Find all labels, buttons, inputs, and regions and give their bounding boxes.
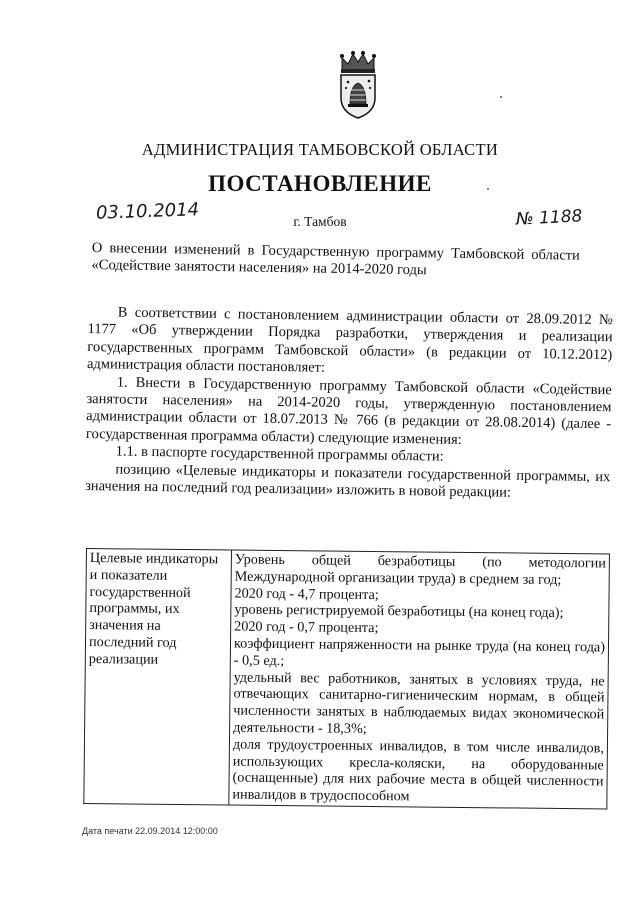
city-label: г. Тамбов	[293, 214, 347, 229]
indicator-line: уровень регистрируемой безработицы (на конец года);	[234, 601, 564, 622]
print-date-footer: Дата печати 22.09.2014 12:00:00	[82, 826, 218, 836]
handwritten-date: 03.10.2014	[95, 199, 200, 224]
item-1-1-paragraph: 1.1. в паспорте государственной программы области:	[115, 443, 444, 465]
document-type-title: ПОСТАНОВЛЕНИЕ	[208, 171, 432, 196]
preamble-paragraph: В соответствии с постановлением администрации области от 28.09.2012 № 1177 «Об утверждении Порядка разработки, утверждения и реализации государственных программ Тамбовской области» (в редакции от 10.12.2012) администрация области постановляет:	[86, 304, 613, 376]
indicators-values-cell	[229, 550, 610, 809]
scan-speck	[487, 188, 489, 190]
indicators-label-cell: Целевые индикаторы и показатели государственной программы, их значения на последний год реализации	[84, 549, 232, 805]
indicator-line: доля трудоустроенных инвалидов, в том числе инвалидов, использующих кресла-коляски, на оборудованные (оснащенные) для них рабочие места в общей численности инвалидов в трудоспособном	[232, 736, 605, 805]
tambov-coat-of-arms-icon	[336, 50, 380, 120]
document-body	[85, 304, 613, 504]
agency-name: АДМИНИСТРАЦИЯ ТАМБОВСКОЙ ОБЛАСТИ	[141, 140, 499, 159]
document-subject: О внесении изменений в Государственную программу Тамбовской области «Содействие занятости населения» на 2014-2020 годы	[91, 240, 580, 279]
item-1-paragraph: 1. Внести в Государственную программу Тамбовской области «Содействие занятости населения» на 2014-2020 годы, утвержденную постановлением администрации области от 18.07.2013 № 766 (в редакции от 28.08.2014) (далее - государственная программа области) следующие изменения:	[85, 374, 612, 448]
indicators-table	[83, 548, 610, 809]
scan-speck	[500, 96, 502, 98]
indicator-line: 2020 год - 4,7 процента;	[234, 585, 379, 603]
indicator-line: Уровень общей безработицы (по методологии Международной организации труда) в среднем за год;	[234, 551, 606, 588]
table-row	[84, 549, 610, 809]
instruction-paragraph: позицию «Целевые индикаторы и показатели государственной программы, их значения на последний год реализации» изложить в новой редакции:	[85, 461, 611, 501]
indicator-line: коэффициент напряженности на рынке труда (на конец года) - 0,5 ед.;	[233, 635, 606, 669]
indicator-line: 2020 год - 0,7 процента;	[234, 618, 379, 637]
handwritten-number: № 1188	[515, 206, 583, 230]
indicator-line: удельный вес работников, занятых в условиях труда, не отвечающих санитарно-гигиеническим нормам, в общей численности занятых в наблюдаемых видах экономической деятельности - 18,3%;	[233, 669, 605, 737]
